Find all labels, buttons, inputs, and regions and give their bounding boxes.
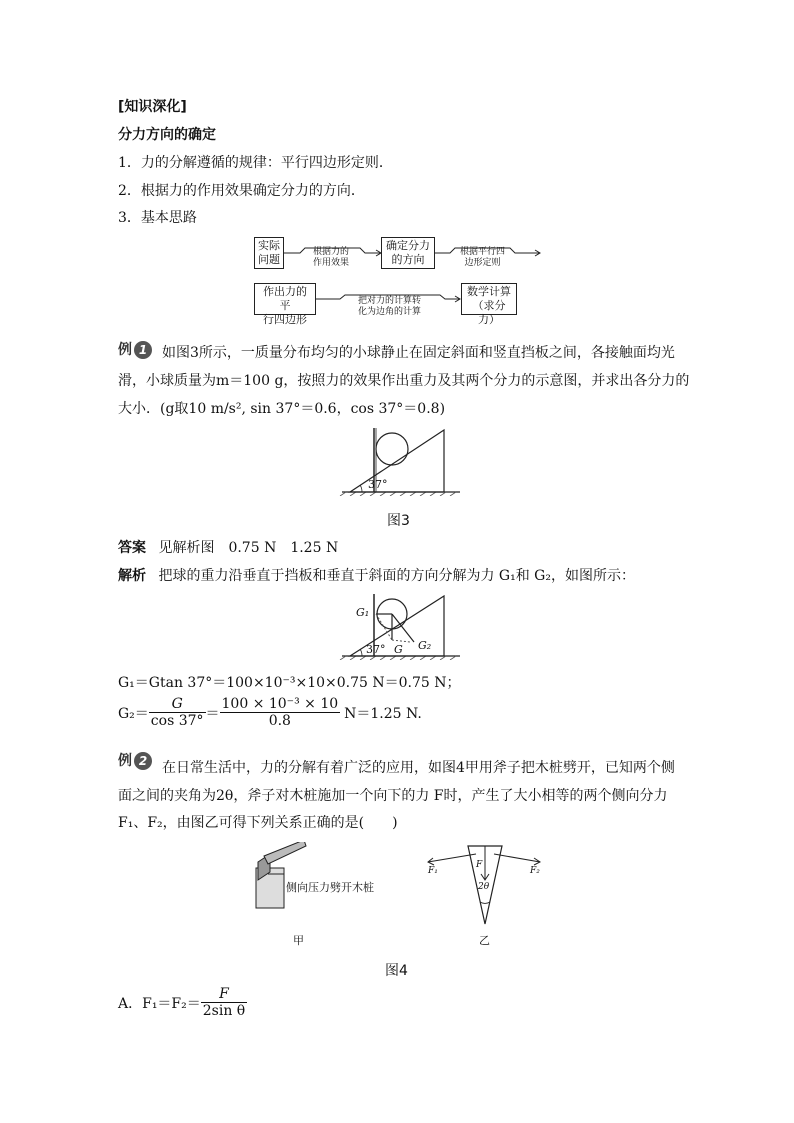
eq2-rhs: N＝1.25 N. — [344, 705, 422, 722]
section-heading: [知识深化] — [118, 99, 187, 115]
figure-3-caption: 图3 — [387, 513, 410, 529]
figure-4-caption: 图4 — [385, 963, 408, 979]
point-3: 3．基本思路 — [118, 210, 197, 226]
example-2-badge — [118, 750, 152, 770]
figure-3-incline — [336, 424, 466, 496]
eq2-den-2: 0.8 — [268, 713, 291, 729]
equation-g2 — [118, 696, 422, 729]
fig-4b-caption: 乙 — [479, 934, 490, 947]
fig-analysis-g2: G₂ — [418, 639, 432, 652]
eq2-fraction-1 — [149, 696, 206, 729]
example-2-label: 例 — [118, 753, 132, 769]
analysis-text: 把球的重力沿垂直于挡板和垂直于斜面的方向分解为力 G₁和 G₂，如图所示： — [158, 568, 635, 584]
subheading: 分力方向的确定 — [118, 127, 216, 143]
example-2-line-1: 在日常生活中，力的分解有着广泛的应用，如图4甲用斧子把木桩劈开，已知两个侧 — [162, 760, 675, 776]
example-2-line-2: 面之间的夹角为2θ，斧子对木桩施加一个向下的力 F时，产生了大小相等的两个侧向分力 — [118, 788, 668, 804]
equation-g1: G₁＝Gtan 37°＝100×10⁻³×10×0.75 N＝0.75 N； — [118, 675, 461, 691]
fig-4b-f1: F₁ — [428, 866, 438, 876]
analysis-label: 解析 — [118, 568, 146, 584]
option-a-prefix: A．F₁＝F₂＝ — [118, 995, 201, 1012]
flow-arrows — [0, 0, 794, 330]
fig-analysis-angle: 37° — [366, 643, 386, 656]
eq2-num-2: 100 × 10⁻³ × 10 — [221, 696, 339, 712]
example-1-badge — [118, 339, 152, 359]
fig-analysis-g1: G₁ — [356, 606, 370, 619]
option-a-num: F — [201, 986, 247, 1003]
point-1: 1．力的分解遵循的规律：平行四边形定则． — [118, 155, 393, 171]
example-1-number: 1 — [134, 341, 152, 359]
fig-4b-f: F — [476, 860, 483, 870]
flow-box-parallelogram: 作出力的平 行四边形 — [254, 283, 316, 315]
figure-4a-axe — [244, 842, 314, 914]
example-1-line-1: 如图3所示，一质量分布均匀的小球静止在固定斜面和竖直挡板之间，各接触面均光 — [162, 345, 675, 361]
fig-4a-caption: 甲 — [293, 934, 304, 947]
example-1-line-3: 大小．(g取10 m/s², sin 37°＝0.6，cos 37°＝0.8) — [118, 401, 446, 417]
eq2-den-1: cos 37° — [150, 713, 204, 729]
option-a-fraction — [201, 986, 247, 1019]
flow-box-math-calc: 数学计算 （求分力） — [461, 283, 517, 315]
flow-label-effect: 根据力的 作用效果 — [313, 247, 350, 268]
figure-3-angle-label: 37° — [368, 478, 388, 491]
answer-text: 见解析图 0.75 N 1.25 N — [158, 540, 339, 556]
fig-4b-angle: 2θ — [478, 882, 490, 892]
answer — [118, 537, 338, 557]
fig-4b-f2: F₂ — [530, 866, 540, 876]
fig-4a-label: 侧向压力劈开木桩 — [286, 881, 374, 894]
option-a-den: 2sin θ — [202, 1003, 246, 1019]
example-2-line-3: F₁、F₂，由图乙可得下列关系正确的是( ) — [118, 815, 398, 831]
eq2-lhs: G₂＝ — [118, 705, 149, 722]
eq2-equals: ＝ — [205, 705, 220, 722]
option-a[interactable] — [118, 986, 247, 1019]
answer-label: 答案 — [118, 540, 146, 556]
flow-box-component-direction: 确定分力 的方向 — [381, 237, 435, 269]
flow-box-actual-problem: 实际 问题 — [254, 237, 284, 269]
flow-label-parallelogram-rule: 根据平行四 边形定则 — [460, 247, 506, 268]
analysis — [118, 565, 635, 585]
flow-label-convert: 把对力的计算转 化为边角的计算 — [358, 296, 422, 317]
example-1-line-2: 滑，小球质量为m＝100 g，按照力的效果作出重力及其两个分力的示意图，并求出各分力的 — [118, 373, 690, 389]
point-2: 2．根据力的作用效果确定分力的方向． — [118, 183, 365, 199]
eq2-fraction-2 — [220, 696, 341, 729]
example-2-number: 2 — [134, 752, 152, 770]
eq2-num-1: G — [149, 696, 206, 713]
fig-analysis-g: G — [394, 643, 403, 656]
example-1-label: 例 — [118, 342, 132, 358]
